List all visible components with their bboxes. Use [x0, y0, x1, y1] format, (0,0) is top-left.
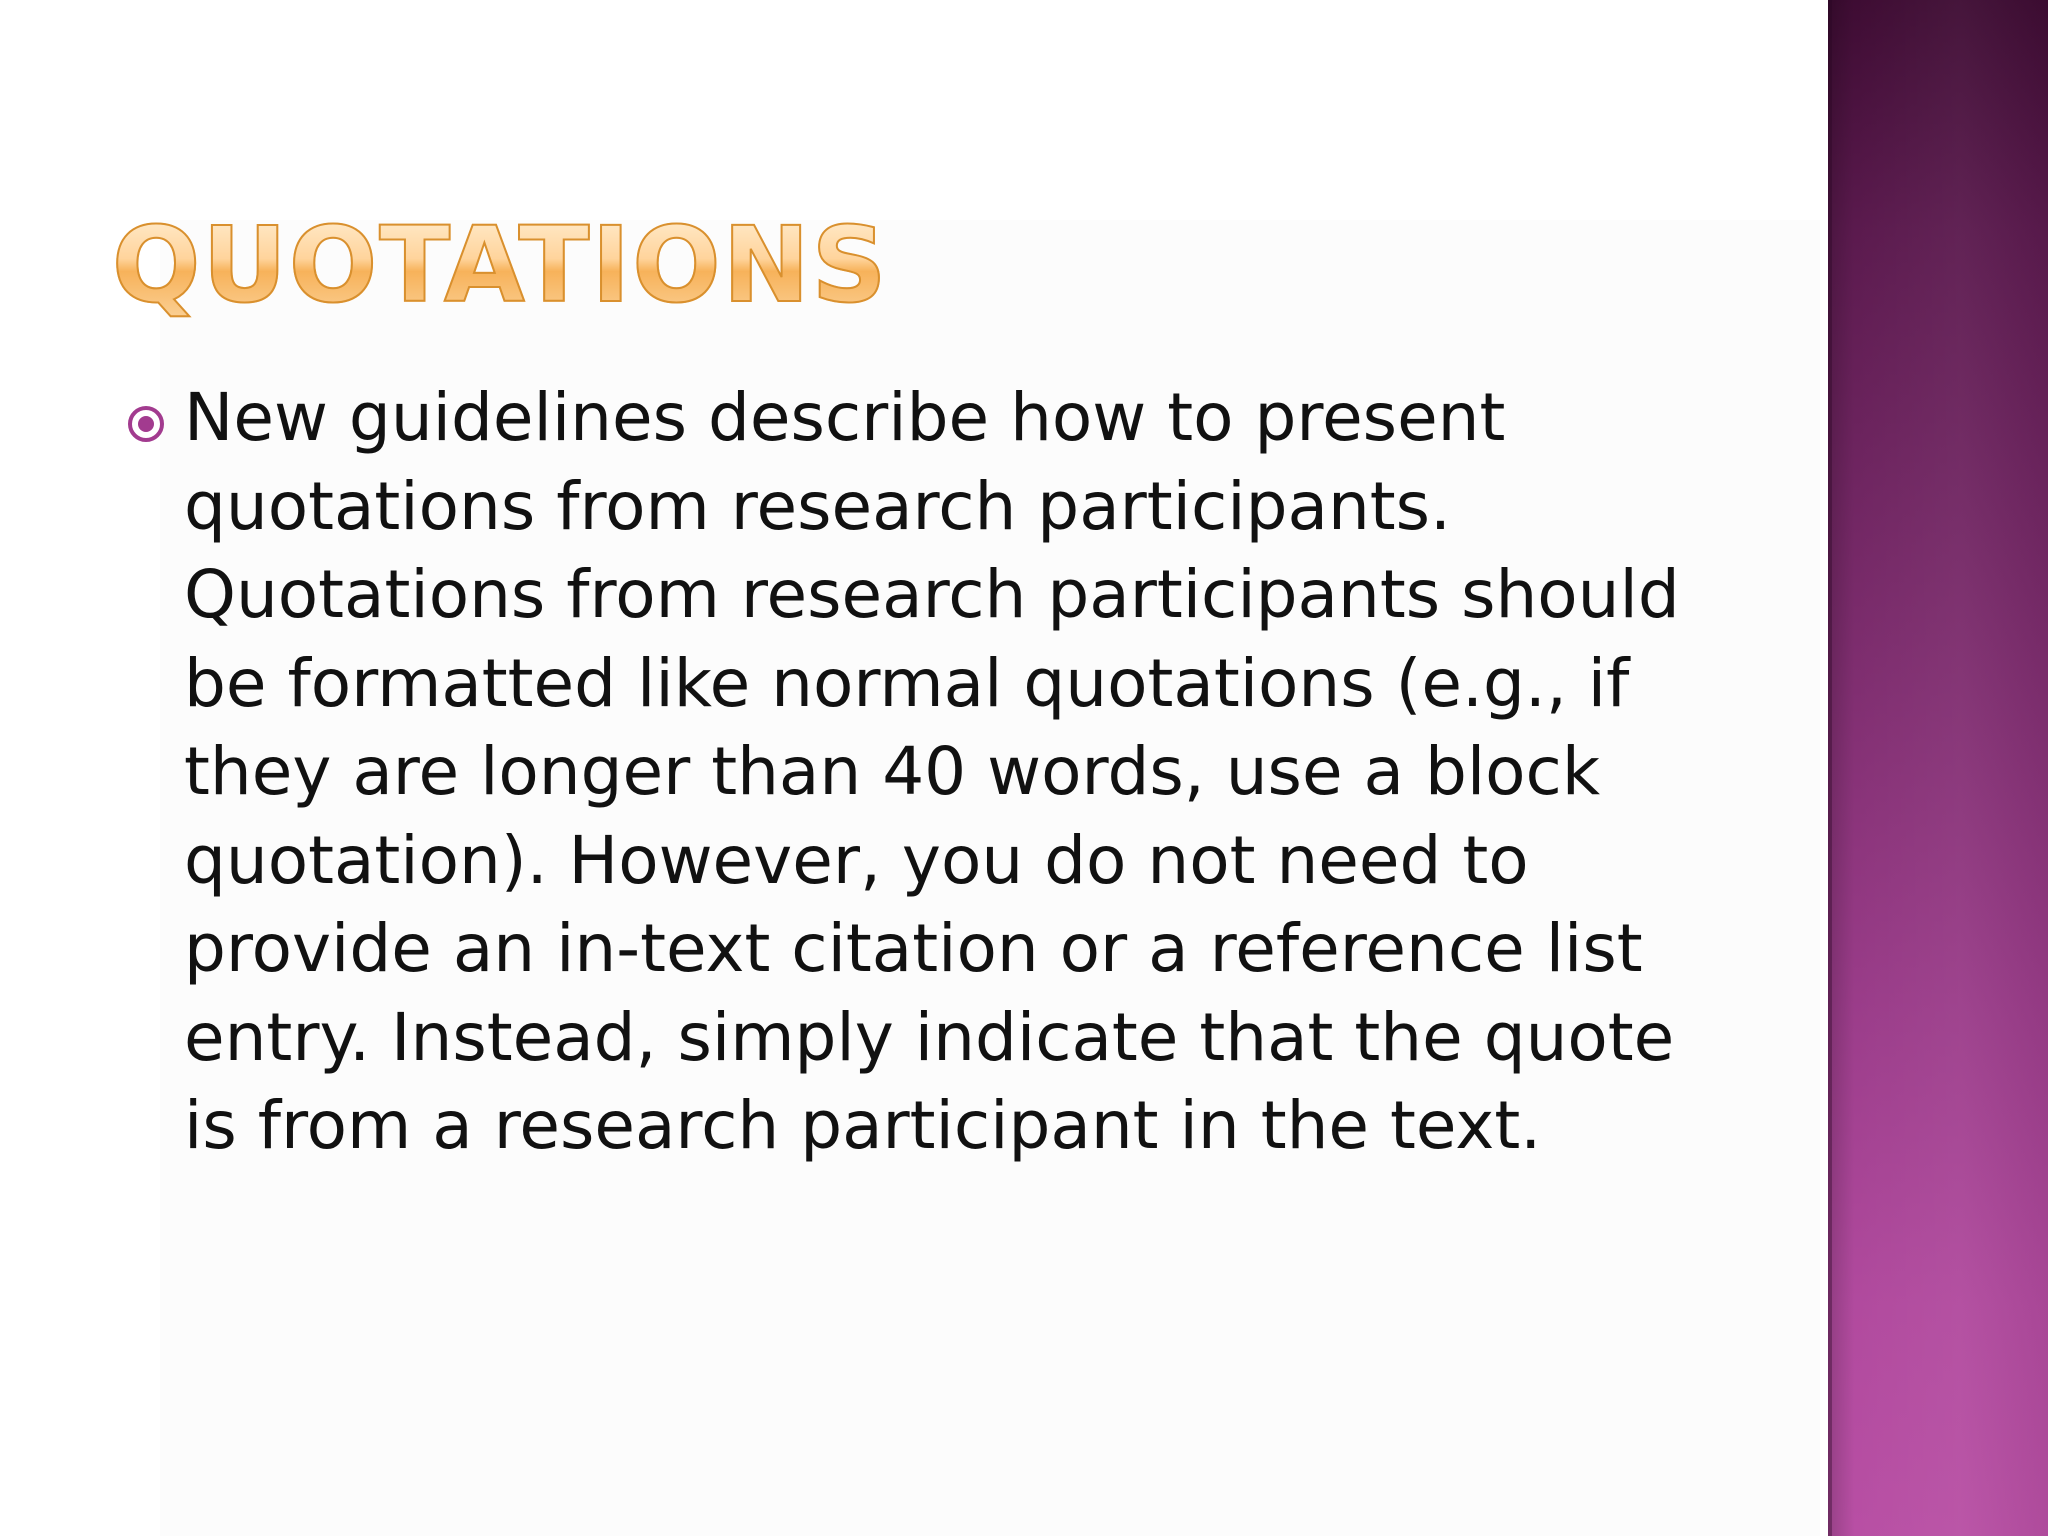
- slide-title: QUOTATIONS: [112, 200, 889, 330]
- radio-bullet-icon: [126, 404, 166, 444]
- decorative-side-bar: [1828, 0, 2048, 1536]
- side-bar-edge: [1828, 0, 1832, 1536]
- bullet-text: New guidelines describe how to present quotations from research participants. Quotations from research participants should be formatted like normal quotations (e.g., if they are longer than 40 words, use a block quotation). However, you do not need to provide an in-text citation or a reference list entry. Instead, simply indicate that the quote is from a research participant in the text.: [184, 379, 1680, 1164]
- side-bar-sheen: [1828, 0, 2048, 1536]
